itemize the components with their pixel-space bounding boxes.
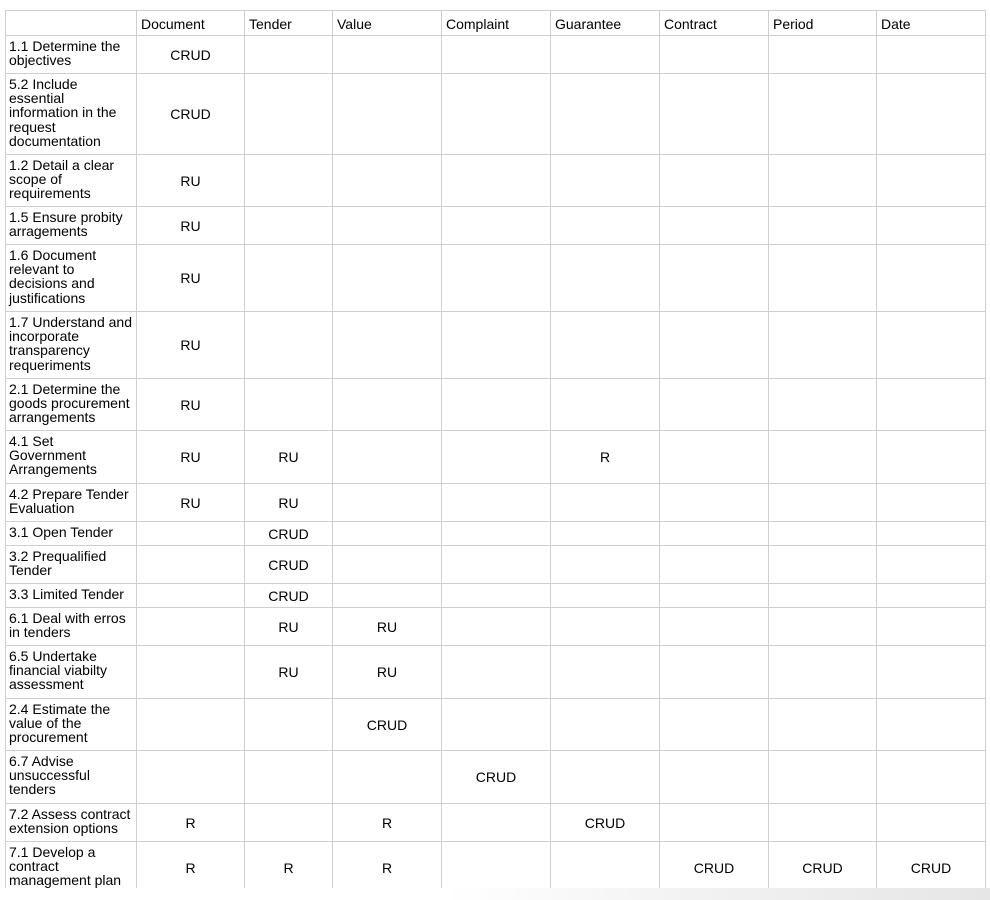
crud-cell [551, 379, 660, 431]
crud-cell: CRUD [442, 751, 551, 804]
crud-cell: CRUD [245, 584, 333, 608]
task-cell: 2.1 Determine the goods procurement arrangements [6, 379, 137, 431]
table-row [6, 584, 986, 608]
task-cell: 1.5 Ensure probity arragements [6, 207, 137, 245]
crud-cell: CRUD [551, 804, 660, 842]
crud-cell [769, 245, 877, 312]
crud-cell [551, 751, 660, 804]
crud-cell [877, 484, 986, 522]
crud-cell [660, 484, 769, 522]
crud-cell [137, 608, 245, 646]
crud-cell: RU [137, 207, 245, 245]
crud-cell [660, 379, 769, 431]
crud-cell [245, 245, 333, 312]
task-cell: 2.4 Estimate the value of the procurement [6, 699, 137, 751]
crud-cell [333, 431, 442, 484]
crud-cell [551, 74, 660, 155]
crud-cell [442, 207, 551, 245]
crud-cell: CRUD [877, 842, 986, 894]
task-cell: 4.1 Set Government Arrangements [6, 431, 137, 484]
crud-cell [660, 207, 769, 245]
crud-cell [769, 379, 877, 431]
crud-cell [442, 842, 551, 894]
table-row [6, 74, 986, 155]
crud-cell: RU [245, 484, 333, 522]
crud-cell [877, 751, 986, 804]
table-row [6, 842, 986, 894]
crud-cell: RU [245, 608, 333, 646]
crud-cell [442, 804, 551, 842]
task-cell: 3.3 Limited Tender [6, 584, 137, 608]
crud-cell [137, 699, 245, 751]
crud-cell [442, 312, 551, 379]
crud-cell: RU [137, 245, 245, 312]
crud-cell: CRUD [660, 842, 769, 894]
crud-cell [551, 842, 660, 894]
crud-cell [551, 646, 660, 699]
table-row [6, 207, 986, 245]
crud-cell [877, 584, 986, 608]
crud-cell [333, 584, 442, 608]
crud-cell [137, 546, 245, 584]
task-cell: 4.2 Prepare Tender Evaluation [6, 484, 137, 522]
crud-cell [877, 522, 986, 546]
crud-cell [245, 74, 333, 155]
table-row [6, 646, 986, 699]
crud-cell [769, 431, 877, 484]
table-row [6, 155, 986, 207]
crud-cell [769, 484, 877, 522]
table-body [6, 36, 986, 894]
crud-cell [877, 646, 986, 699]
crud-cell [245, 751, 333, 804]
crud-cell: RU [245, 646, 333, 699]
crud-cell: RU [333, 608, 442, 646]
task-cell: 1.7 Understand and incorporate transparency requeriments [6, 312, 137, 379]
crud-cell [137, 522, 245, 546]
crud-cell [442, 546, 551, 584]
crud-cell [769, 546, 877, 584]
crud-cell: CRUD [137, 36, 245, 74]
task-cell: 3.1 Open Tender [6, 522, 137, 546]
crud-cell [333, 312, 442, 379]
task-cell: 1.2 Detail a clear scope of requirements [6, 155, 137, 207]
table-row [6, 608, 986, 646]
crud-cell [551, 155, 660, 207]
crud-cell [551, 245, 660, 312]
crud-cell: R [333, 804, 442, 842]
crud-cell [442, 155, 551, 207]
table-row [6, 431, 986, 484]
crud-cell [877, 74, 986, 155]
crud-cell [660, 546, 769, 584]
crud-cell [442, 36, 551, 74]
crud-cell [551, 36, 660, 74]
crud-cell [442, 74, 551, 155]
crud-cell [333, 36, 442, 74]
table-row [6, 699, 986, 751]
crud-cell: RU [137, 484, 245, 522]
crud-cell [333, 751, 442, 804]
crud-cell [245, 312, 333, 379]
crud-cell [877, 431, 986, 484]
crud-cell: R [137, 804, 245, 842]
crud-cell [877, 36, 986, 74]
crud-cell [660, 155, 769, 207]
crud-cell [769, 699, 877, 751]
crud-cell [551, 546, 660, 584]
crud-cell [442, 379, 551, 431]
crud-cell [660, 751, 769, 804]
table-row [6, 245, 986, 312]
task-cell: 5.2 Include essential information in the request documentation [6, 74, 137, 155]
crud-cell [551, 484, 660, 522]
bottom-shadow [0, 888, 990, 900]
crud-cell [769, 584, 877, 608]
task-cell: 6.7 Advise unsuccessful tenders [6, 751, 137, 804]
crud-cell [877, 245, 986, 312]
crud-cell: RU [137, 431, 245, 484]
crud-cell: RU [137, 312, 245, 379]
crud-cell [333, 207, 442, 245]
header-row [6, 11, 986, 36]
column-header: Tender [245, 11, 333, 36]
crud-cell [660, 431, 769, 484]
crud-cell [333, 245, 442, 312]
crud-cell [442, 245, 551, 312]
crud-cell [660, 74, 769, 155]
crud-cell [877, 207, 986, 245]
crud-cell [877, 804, 986, 842]
crud-cell [660, 522, 769, 546]
crud-cell [660, 36, 769, 74]
crud-cell [660, 312, 769, 379]
crud-cell [769, 155, 877, 207]
crud-cell: R [333, 842, 442, 894]
crud-cell [333, 379, 442, 431]
crud-cell [442, 608, 551, 646]
crud-cell: CRUD [333, 699, 442, 751]
crud-cell [769, 646, 877, 699]
crud-cell [769, 804, 877, 842]
table-row [6, 522, 986, 546]
crud-cell [442, 699, 551, 751]
crud-cell [551, 312, 660, 379]
task-cell: 6.1 Deal with erros in tenders [6, 608, 137, 646]
crud-cell [442, 584, 551, 608]
crud-cell [877, 312, 986, 379]
crud-cell: CRUD [245, 546, 333, 584]
crud-cell [551, 608, 660, 646]
crud-cell: CRUD [245, 522, 333, 546]
crud-cell [245, 379, 333, 431]
crud-cell: RU [245, 431, 333, 484]
crud-cell [245, 699, 333, 751]
crud-cell: CRUD [769, 842, 877, 894]
table-row [6, 484, 986, 522]
crud-cell [769, 312, 877, 379]
crud-cell [333, 546, 442, 584]
crud-cell [660, 646, 769, 699]
crud-matrix-table [5, 10, 986, 894]
crud-cell [551, 522, 660, 546]
crud-cell: R [245, 842, 333, 894]
column-header: Document [137, 11, 245, 36]
crud-cell [245, 36, 333, 74]
crud-cell [137, 751, 245, 804]
crud-cell [137, 584, 245, 608]
table-row [6, 804, 986, 842]
crud-cell [769, 36, 877, 74]
crud-cell [442, 646, 551, 699]
crud-cell [769, 74, 877, 155]
crud-cell [551, 699, 660, 751]
crud-cell: RU [137, 155, 245, 207]
table-row [6, 751, 986, 804]
column-header: Date [877, 11, 986, 36]
crud-cell [769, 608, 877, 646]
crud-cell: RU [137, 379, 245, 431]
crud-cell [877, 379, 986, 431]
crud-cell [769, 751, 877, 804]
corner-header [6, 11, 137, 36]
crud-cell [245, 155, 333, 207]
crud-cell [442, 431, 551, 484]
crud-cell: R [551, 431, 660, 484]
column-header: Complaint [442, 11, 551, 36]
task-cell: 6.5 Undertake financial viabilty assessment [6, 646, 137, 699]
crud-cell [442, 484, 551, 522]
task-cell: 7.2 Assess contract extension options [6, 804, 137, 842]
task-cell: 1.6 Document relevant to decisions and justifications [6, 245, 137, 312]
crud-cell [333, 484, 442, 522]
crud-cell [333, 155, 442, 207]
crud-cell [245, 804, 333, 842]
crud-cell [660, 804, 769, 842]
column-header: Guarantee [551, 11, 660, 36]
crud-cell: RU [333, 646, 442, 699]
crud-cell [877, 155, 986, 207]
crud-cell [660, 584, 769, 608]
crud-cell [877, 608, 986, 646]
table-row [6, 312, 986, 379]
crud-cell [877, 546, 986, 584]
crud-cell: R [137, 842, 245, 894]
column-header: Contract [660, 11, 769, 36]
column-header: Period [769, 11, 877, 36]
crud-cell [551, 584, 660, 608]
table-row [6, 379, 986, 431]
task-cell: 3.2 Prequalified Tender [6, 546, 137, 584]
crud-cell [660, 608, 769, 646]
task-cell: 1.1 Determine the objectives [6, 36, 137, 74]
crud-cell [660, 245, 769, 312]
crud-cell [442, 522, 551, 546]
crud-cell [769, 207, 877, 245]
crud-cell [137, 646, 245, 699]
crud-cell [660, 699, 769, 751]
crud-cell [333, 522, 442, 546]
task-cell: 7.1 Develop a contract management plan [6, 842, 137, 894]
column-header: Value [333, 11, 442, 36]
crud-cell [245, 207, 333, 245]
crud-cell [333, 74, 442, 155]
crud-cell [769, 522, 877, 546]
crud-cell: CRUD [137, 74, 245, 155]
table-row [6, 36, 986, 74]
table-row [6, 546, 986, 584]
crud-cell [551, 207, 660, 245]
crud-cell [877, 699, 986, 751]
